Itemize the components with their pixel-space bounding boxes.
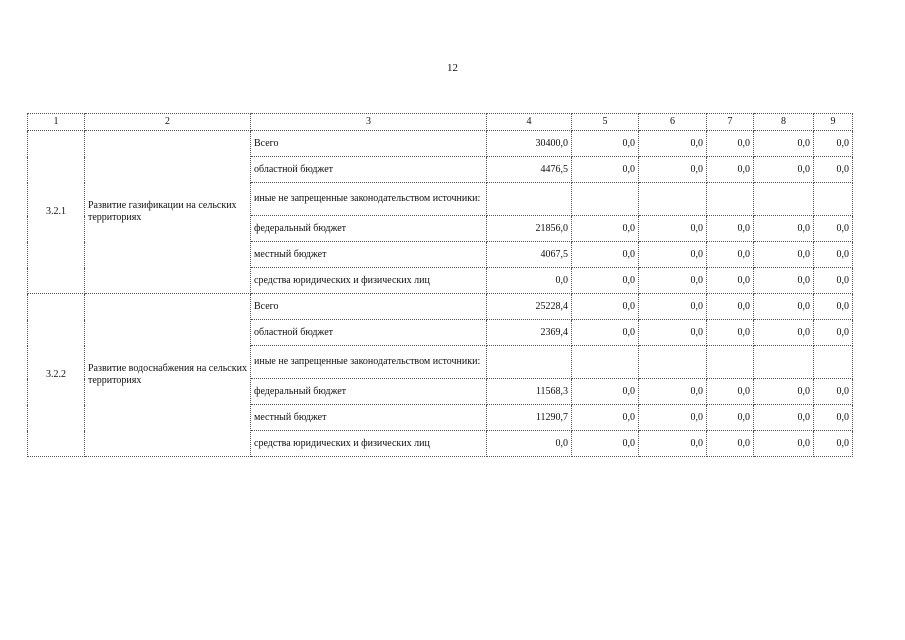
amount-cell: 30400,0 xyxy=(487,131,572,157)
amount-cell: 21856,0 xyxy=(487,216,572,242)
column-header: 4 xyxy=(487,114,572,131)
amount-cell xyxy=(487,183,572,216)
amount-cell: 0,0 xyxy=(754,405,814,431)
column-header: 9 xyxy=(814,114,853,131)
amount-cell xyxy=(707,183,754,216)
amount-cell: 0,0 xyxy=(572,131,639,157)
amount-cell: 0,0 xyxy=(639,157,707,183)
amount-cell: 0,0 xyxy=(814,405,853,431)
table-row xyxy=(28,131,853,157)
funding-source: средства юридических и физических лиц xyxy=(251,268,487,294)
amount-cell xyxy=(487,346,572,379)
amount-cell: 0,0 xyxy=(754,242,814,268)
amount-cell: 0,0 xyxy=(639,431,707,457)
amount-cell: 0,0 xyxy=(572,268,639,294)
column-header: 1 xyxy=(28,114,85,131)
amount-cell: 2369,4 xyxy=(487,320,572,346)
amount-cell: 0,0 xyxy=(707,294,754,320)
funding-source: Всего xyxy=(251,131,487,157)
header-row xyxy=(28,114,853,131)
funding-source: средства юридических и физических лиц xyxy=(251,431,487,457)
amount-cell: 25228,4 xyxy=(487,294,572,320)
amount-cell xyxy=(572,346,639,379)
amount-cell: 0,0 xyxy=(707,157,754,183)
page-number: 12 xyxy=(447,62,458,74)
funding-source: иные не запрещенные законодательством источники: xyxy=(251,346,487,379)
amount-cell: 0,0 xyxy=(572,294,639,320)
amount-cell: 0,0 xyxy=(639,294,707,320)
funding-source: федеральный бюджет xyxy=(251,216,487,242)
amount-cell: 0,0 xyxy=(814,320,853,346)
amount-cell: 0,0 xyxy=(754,131,814,157)
amount-cell: 0,0 xyxy=(814,242,853,268)
amount-cell: 0,0 xyxy=(707,320,754,346)
amount-cell: 0,0 xyxy=(572,431,639,457)
amount-cell: 0,0 xyxy=(639,131,707,157)
amount-cell: 0,0 xyxy=(814,157,853,183)
amount-cell: 4067,5 xyxy=(487,242,572,268)
amount-cell: 0,0 xyxy=(814,131,853,157)
amount-cell: 0,0 xyxy=(707,242,754,268)
amount-cell: 0,0 xyxy=(814,294,853,320)
amount-cell: 0,0 xyxy=(814,268,853,294)
amount-cell: 0,0 xyxy=(639,405,707,431)
funding-source: областной бюджет xyxy=(251,157,487,183)
amount-cell: 0,0 xyxy=(754,379,814,405)
amount-cell xyxy=(639,183,707,216)
amount-cell: 0,0 xyxy=(707,216,754,242)
amount-cell: 0,0 xyxy=(754,320,814,346)
amount-cell: 0,0 xyxy=(572,405,639,431)
funding-source: местный бюджет xyxy=(251,405,487,431)
funding-source: федеральный бюджет xyxy=(251,379,487,405)
column-header: 8 xyxy=(754,114,814,131)
amount-cell: 0,0 xyxy=(639,242,707,268)
column-header: 3 xyxy=(251,114,487,131)
item-name: Развитие водоснабжения на сельских территориях xyxy=(85,294,251,457)
amount-cell: 0,0 xyxy=(754,268,814,294)
table-row xyxy=(28,294,853,320)
amount-cell xyxy=(814,183,853,216)
amount-cell: 11568,3 xyxy=(487,379,572,405)
table-body xyxy=(28,114,853,457)
amount-cell xyxy=(814,346,853,379)
amount-cell: 0,0 xyxy=(572,320,639,346)
amount-cell xyxy=(572,183,639,216)
amount-cell: 0,0 xyxy=(639,379,707,405)
funding-source: местный бюджет xyxy=(251,242,487,268)
amount-cell: 0,0 xyxy=(707,431,754,457)
column-header: 5 xyxy=(572,114,639,131)
funding-source: иные не запрещенные законодательством источники: xyxy=(251,183,487,216)
amount-cell: 0,0 xyxy=(707,131,754,157)
amount-cell: 11290,7 xyxy=(487,405,572,431)
amount-cell: 0,0 xyxy=(707,405,754,431)
amount-cell: 0,0 xyxy=(639,216,707,242)
amount-cell: 0,0 xyxy=(487,431,572,457)
amount-cell xyxy=(707,346,754,379)
amount-cell: 0,0 xyxy=(639,268,707,294)
amount-cell: 0,0 xyxy=(707,379,754,405)
amount-cell xyxy=(754,183,814,216)
funding-source: областной бюджет xyxy=(251,320,487,346)
amount-cell: 0,0 xyxy=(754,216,814,242)
amount-cell: 0,0 xyxy=(639,320,707,346)
amount-cell: 4476,5 xyxy=(487,157,572,183)
item-code: 3.2.2 xyxy=(28,294,85,457)
amount-cell: 0,0 xyxy=(754,294,814,320)
amount-cell: 0,0 xyxy=(814,216,853,242)
amount-cell: 0,0 xyxy=(572,242,639,268)
amount-cell: 0,0 xyxy=(572,157,639,183)
amount-cell: 0,0 xyxy=(572,379,639,405)
column-header: 7 xyxy=(707,114,754,131)
amount-cell: 0,0 xyxy=(487,268,572,294)
amount-cell xyxy=(754,346,814,379)
item-name: Развитие газификации на сельских территориях xyxy=(85,131,251,294)
amount-cell: 0,0 xyxy=(572,216,639,242)
column-header: 6 xyxy=(639,114,707,131)
amount-cell xyxy=(639,346,707,379)
amount-cell: 0,0 xyxy=(754,431,814,457)
amount-cell: 0,0 xyxy=(814,431,853,457)
budget-table xyxy=(27,113,853,457)
amount-cell: 0,0 xyxy=(814,379,853,405)
column-header: 2 xyxy=(85,114,251,131)
funding-source: Всего xyxy=(251,294,487,320)
amount-cell: 0,0 xyxy=(707,268,754,294)
item-code: 3.2.1 xyxy=(28,131,85,294)
amount-cell: 0,0 xyxy=(754,157,814,183)
